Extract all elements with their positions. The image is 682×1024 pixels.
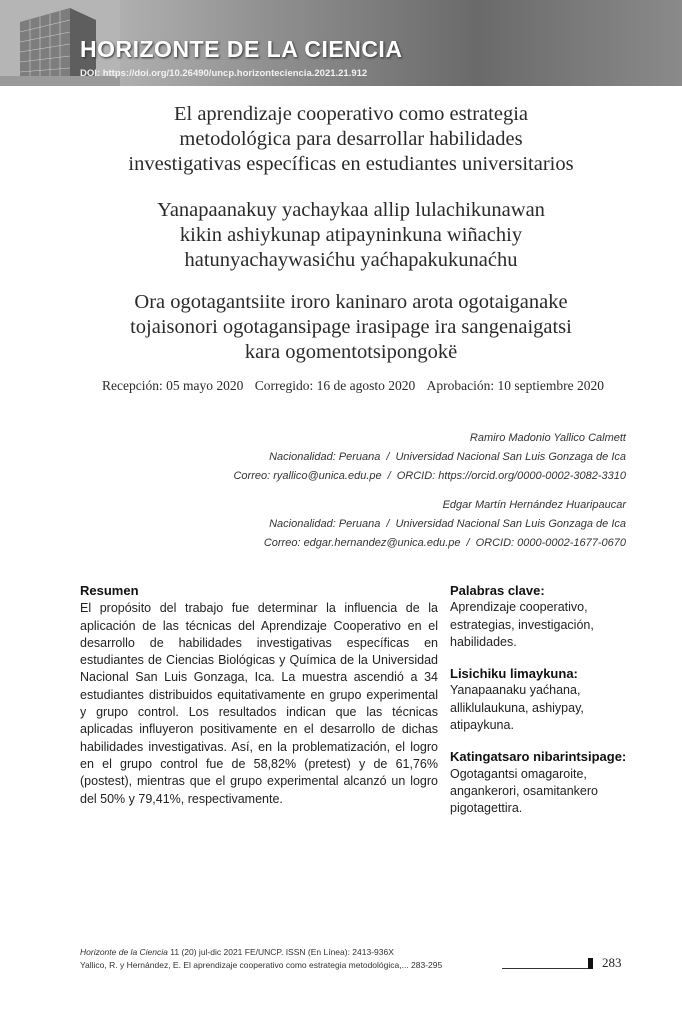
title-line: investigativas específicas en estudiantes universitarios	[128, 153, 574, 175]
doi-link[interactable]: DOI: https://doi.org/10.26490/uncp.horizonteciencia.2021.21.912	[80, 68, 368, 79]
keywords-spanish: Aprendizaje cooperativo, estrategias, investigación, habilidades.	[450, 600, 594, 649]
footer-journal-name: Horizonte de la Ciencia	[80, 947, 168, 957]
title-line: Ora ogotagantsiite iroro kaninaro arota ogotaiganake	[134, 291, 568, 313]
title-line: Yanapaanakuy yachaykaa allip lulachikunawan	[157, 199, 545, 221]
abstract-text: El propósito del trabajo fue determinar la influencia de la aplicación de las técnicas del Aprendizaje Cooperativo en el desarrollo de habilidades investigativas específicas en estudiantes de Ciencias Biológicas y Química de la Universidad Nacional San Luis Gonzaga, Ica. La muestra ascendió a 34 estudiantes distribuidos equitativamente en grupo experimental y grupo control. Los resultados indican que las técnicas aplicadas influyeron positivamente en el desarrollo de dichas habilidades investigativas. Así, en la problematización, el logro en el grupo control fue de 58,82% (pretest) y de 61,76% (postest), mientras que el grupo experimental alcanzó un logro del 50% y 79,41%, respectivamente.	[80, 601, 438, 806]
abstract-heading: Resumen	[80, 583, 139, 598]
footer-rule	[502, 968, 588, 969]
title-ashaninka	[60, 290, 642, 365]
author-nationality: Nacionalidad: Peruana	[269, 518, 381, 530]
keywords-heading-spanish: Palabras clave:	[450, 583, 545, 598]
received-date: Recepción: 05 mayo 2020	[102, 378, 244, 393]
keywords-section	[450, 582, 640, 832]
author-block	[233, 429, 626, 486]
keywords-heading-quechua: Lisichiku limaykuna:	[450, 666, 578, 682]
journal-banner	[0, 0, 682, 86]
footer-journal-line	[80, 946, 640, 959]
keywords-ashaninka: Ogotagantsi omagaroite, angankerori, osamitankero pigotagettira.	[450, 766, 598, 816]
author-email[interactable]: Correo: edgar.hernandez@unica.edu.pe	[263, 537, 461, 549]
keywords-quechua: Yanapaanaku yaćhana, alliklulaukuna, ashiypay, atipaykuna.	[450, 683, 584, 733]
author-email[interactable]: Correo: ryallico@unica.edu.pe	[233, 470, 382, 482]
author-affiliation: Nacionalidad: Peruana / Universidad Nacional San Luis Gonzaga de Ica	[269, 518, 626, 530]
journal-title: HORIZONTE DE LA CIENCIA	[80, 36, 403, 62]
abstract-section	[80, 582, 438, 808]
title-line: metodológica para desarrollar habilidades	[179, 128, 523, 150]
footer-bar-mark	[588, 958, 593, 969]
author-university: Universidad Nacional San Luis Gonzaga de Ica	[395, 518, 626, 530]
title-spanish	[60, 102, 642, 177]
approved-date: Aprobación: 10 septiembre 2020	[426, 378, 604, 393]
title-line: tojaisonori ogotagansipage irasipage ira sangenaigatsi	[130, 316, 572, 338]
footer-citation: Yallico, R. y Hernández, E. El aprendizaje cooperativo como estrategia metodológica,... 283-295	[80, 960, 443, 970]
keywords-heading-ashaninka: Katingatsaro nibarintsipage:	[450, 749, 627, 765]
title-line: kara ogomentotsipongokë	[244, 341, 458, 363]
author-orcid[interactable]: ORCID: https://orcid.org/0000-0002-3082-3310	[396, 470, 626, 482]
title-line: hatunyachaywasićhu yaćhapakukunaćhu	[184, 249, 518, 271]
page-number: 283	[602, 955, 622, 970]
author-affiliation: Nacionalidad: Peruana / Universidad Nacional San Luis Gonzaga de Ica	[269, 451, 626, 463]
author-name: Ramiro Madonio Yallico Calmett	[469, 432, 626, 444]
author-nationality: Nacionalidad: Peruana	[269, 451, 381, 463]
submission-dates	[40, 378, 666, 394]
author-name: Edgar Martín Hernández Huaripaucar	[442, 499, 626, 511]
author-block	[264, 496, 626, 553]
title-quechua	[60, 198, 642, 273]
title-line: El aprendizaje cooperativo como estrategia	[173, 103, 529, 125]
author-orcid[interactable]: ORCID: 0000-0002-1677-0670	[475, 537, 626, 549]
author-university: Universidad Nacional San Luis Gonzaga de Ica	[395, 451, 626, 463]
corrected-date: Corregido: 16 de agosto 2020	[254, 378, 416, 393]
author-contact: Correo: ryallico@unica.edu.pe / ORCID: https://orcid.org/0000-0002-3082-3310	[233, 470, 626, 482]
title-line: kikin ashiykunap atipayninkuna wiñachiy	[179, 224, 523, 246]
footer-issue: 11 (20) jul-dic 2021 FE/UNCP. ISSN (En Línea): 2413-936X	[170, 947, 394, 957]
author-contact: Correo: edgar.hernandez@unica.edu.pe / ORCID: 0000-0002-1677-0670	[263, 537, 626, 549]
